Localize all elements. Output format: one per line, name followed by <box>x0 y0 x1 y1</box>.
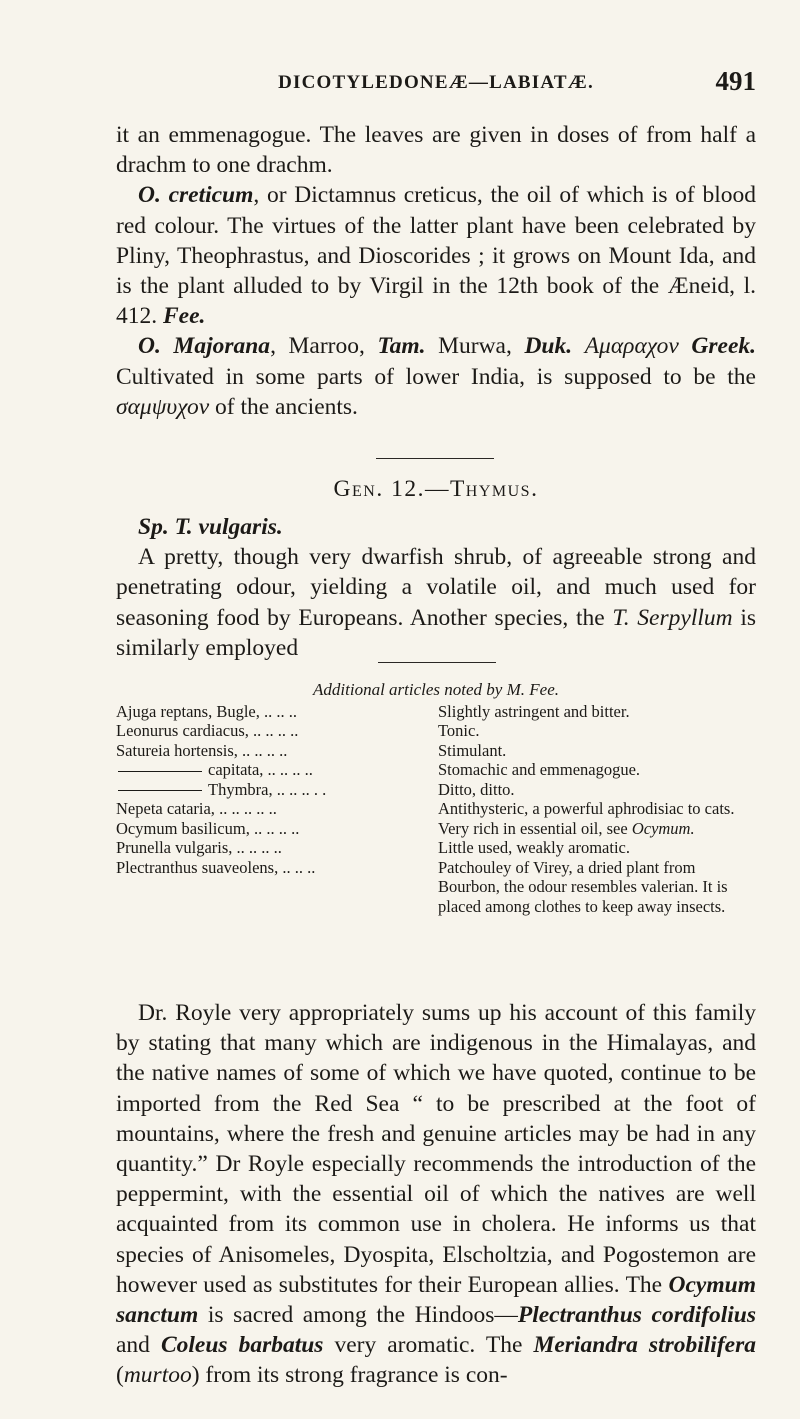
text-run: is similarly employed <box>116 604 756 661</box>
running-head-title: DICOTYLEDONEÆ—LABIATÆ. <box>278 72 594 93</box>
text-run: Murwa, <box>425 333 525 360</box>
genus-heading: Gen. 12.—Thymus. <box>333 476 539 502</box>
species-name: T. vulgaris. <box>168 514 283 540</box>
text-run: it an emmenagogue. The leaves are given in doses of from half a drachm to one drachm. <box>116 122 756 179</box>
species-name: Coleus barbatus <box>160 1332 324 1359</box>
greek-word: Αμαραχον <box>584 333 679 360</box>
table-row <box>116 741 756 761</box>
paragraph-royle <box>116 998 756 1391</box>
text-run <box>679 333 692 359</box>
leader-dots: .. .. .. . . <box>272 779 327 799</box>
section-divider <box>376 458 494 459</box>
leader-dots: .. .. .. <box>259 701 298 721</box>
species-name: T. Serpyllum <box>612 604 733 631</box>
genus-abbrev: O. <box>138 333 174 360</box>
leader-dots: .. .. .. <box>278 857 316 877</box>
table-row <box>116 780 756 800</box>
leader-dots: .. .. .. .. <box>232 838 282 857</box>
species-name: creticum <box>168 182 254 209</box>
ditto-dash <box>118 790 202 791</box>
language-abbrev: Greek. <box>691 333 757 360</box>
page-number: 491 <box>715 66 756 96</box>
plant-note: Patchouley of Virey, a dried plant from Bourbon, the odour resembles valerian. It is placed among clothes to keep away insects. <box>438 857 728 916</box>
plant-name: Thymbra, <box>208 779 273 799</box>
author-abbrev: Fee. <box>163 303 206 330</box>
greek-word: σαμψυχον <box>116 393 210 420</box>
plant-name: Satureia hortensis, <box>116 740 238 760</box>
text-run: ) from its strong fragrance is con- <box>191 1362 508 1389</box>
paragraph-origanum <box>116 120 756 422</box>
plant-name: Leonurus cardiacus, <box>116 721 249 740</box>
table-row <box>116 858 756 917</box>
text-run: , or Dictamnus creticus, the oil of which is of blood red colour. The virtues of the latter plant have been celebrated by Pliny, Theophrastus, and Dioscorides ; it grows on Mount Ida, and is the plant alluded to by Virgil in the 12th book of the Æneid, l. 412. <box>116 182 756 330</box>
language-abbrev: Tam. <box>377 333 426 360</box>
plant-note-italic: Ocymum. <box>631 818 695 838</box>
species-label: Sp. <box>138 514 169 540</box>
leader-dots: .. .. .. .. <box>263 760 313 779</box>
leader-dots: .. .. .. .. <box>237 740 288 760</box>
text-run: ( <box>116 1362 124 1389</box>
table-row <box>116 838 756 858</box>
text-run: of the ancients. <box>209 393 358 420</box>
species-name: Plectranthus cordifolius <box>517 1302 756 1329</box>
plant-note: Antithysteric, a powerful aphrodisiac to cats. <box>438 799 735 818</box>
genus-abbrev: O. <box>138 182 169 209</box>
species-name: Ocymum sanctum <box>116 1271 756 1329</box>
text-run: Cultivated in some parts of lower India, is supposed to be the <box>116 363 756 390</box>
vernacular-name: murtoo <box>123 1362 192 1389</box>
table-row <box>116 760 756 780</box>
plant-note: Stomachic and emmenagogue. <box>438 760 641 779</box>
table-title: Additional articles noted by M. Fee. <box>313 680 559 699</box>
species-name: Meriandra strobilifera <box>533 1332 756 1359</box>
plant-name: Ajuga reptans, Bugle, <box>116 701 260 721</box>
species-name: Majorana <box>173 333 271 360</box>
text-run: very aromatic. The <box>323 1332 534 1359</box>
table-row <box>116 721 756 741</box>
plant-name: Prunella vulgaris, <box>116 838 233 857</box>
plant-name: Ocymum basilicum, <box>116 818 250 838</box>
leader-dots: .. .. .. .. .. <box>214 799 277 818</box>
text-run: is sacred among the Hindoos— <box>198 1302 518 1329</box>
table-row <box>116 702 756 722</box>
plant-name: Plectranthus suaveolens, <box>116 857 279 877</box>
leader-dots: .. .. .. .. <box>249 818 300 838</box>
text-run: Dr. Royle very appropriately sums up his account of this family by stating that many which are indigenous in the Himalayas, and the native names of some of which we have quoted, continue to be imported from the Red Sea “ to be prescribed at the foot of mountains, where the fresh and genuine articles may be had in any quantity.” Dr Royle especially recommends the introduction of the peppermint, with the essential oil of which the natives are well acquainted from its common use in cholera. He informs us that species of Anisomeles, Dyospita, Elscholtzia, and Pogostemon are however used as substitutes for their European allies. The <box>116 1000 756 1298</box>
plant-note: Stimulant. <box>438 740 507 760</box>
section-divider <box>378 662 496 663</box>
table-row <box>116 819 756 839</box>
text-run <box>572 333 585 359</box>
plant-note: Tonic. <box>438 721 480 740</box>
plant-name: capitata, <box>208 760 264 779</box>
plant-note: Little used, weakly aromatic. <box>438 838 630 857</box>
plant-note: Slightly astringent and bitter. <box>438 701 630 721</box>
plant-note: Ditto, ditto. <box>438 779 515 799</box>
ditto-dash <box>118 771 202 772</box>
plant-note: Very rich in essential oil, see <box>438 818 632 838</box>
table-row <box>116 799 756 819</box>
paragraph-thymus <box>116 512 756 663</box>
text-run: A pretty, though very dwarfish shrub, of agreeable strong and penetrating odour, yielding a volatile oil, and much used for seasoning food by Europeans. Another species, the <box>116 544 756 631</box>
plant-name: Nepeta cataria, <box>116 799 215 818</box>
running-head <box>116 66 756 106</box>
additional-articles-table <box>116 680 756 916</box>
leader-dots: .. .. .. .. <box>248 721 299 740</box>
text-run: , Marroo, <box>270 333 378 360</box>
language-abbrev: Duk. <box>524 333 573 360</box>
text-run: and <box>116 1332 161 1359</box>
